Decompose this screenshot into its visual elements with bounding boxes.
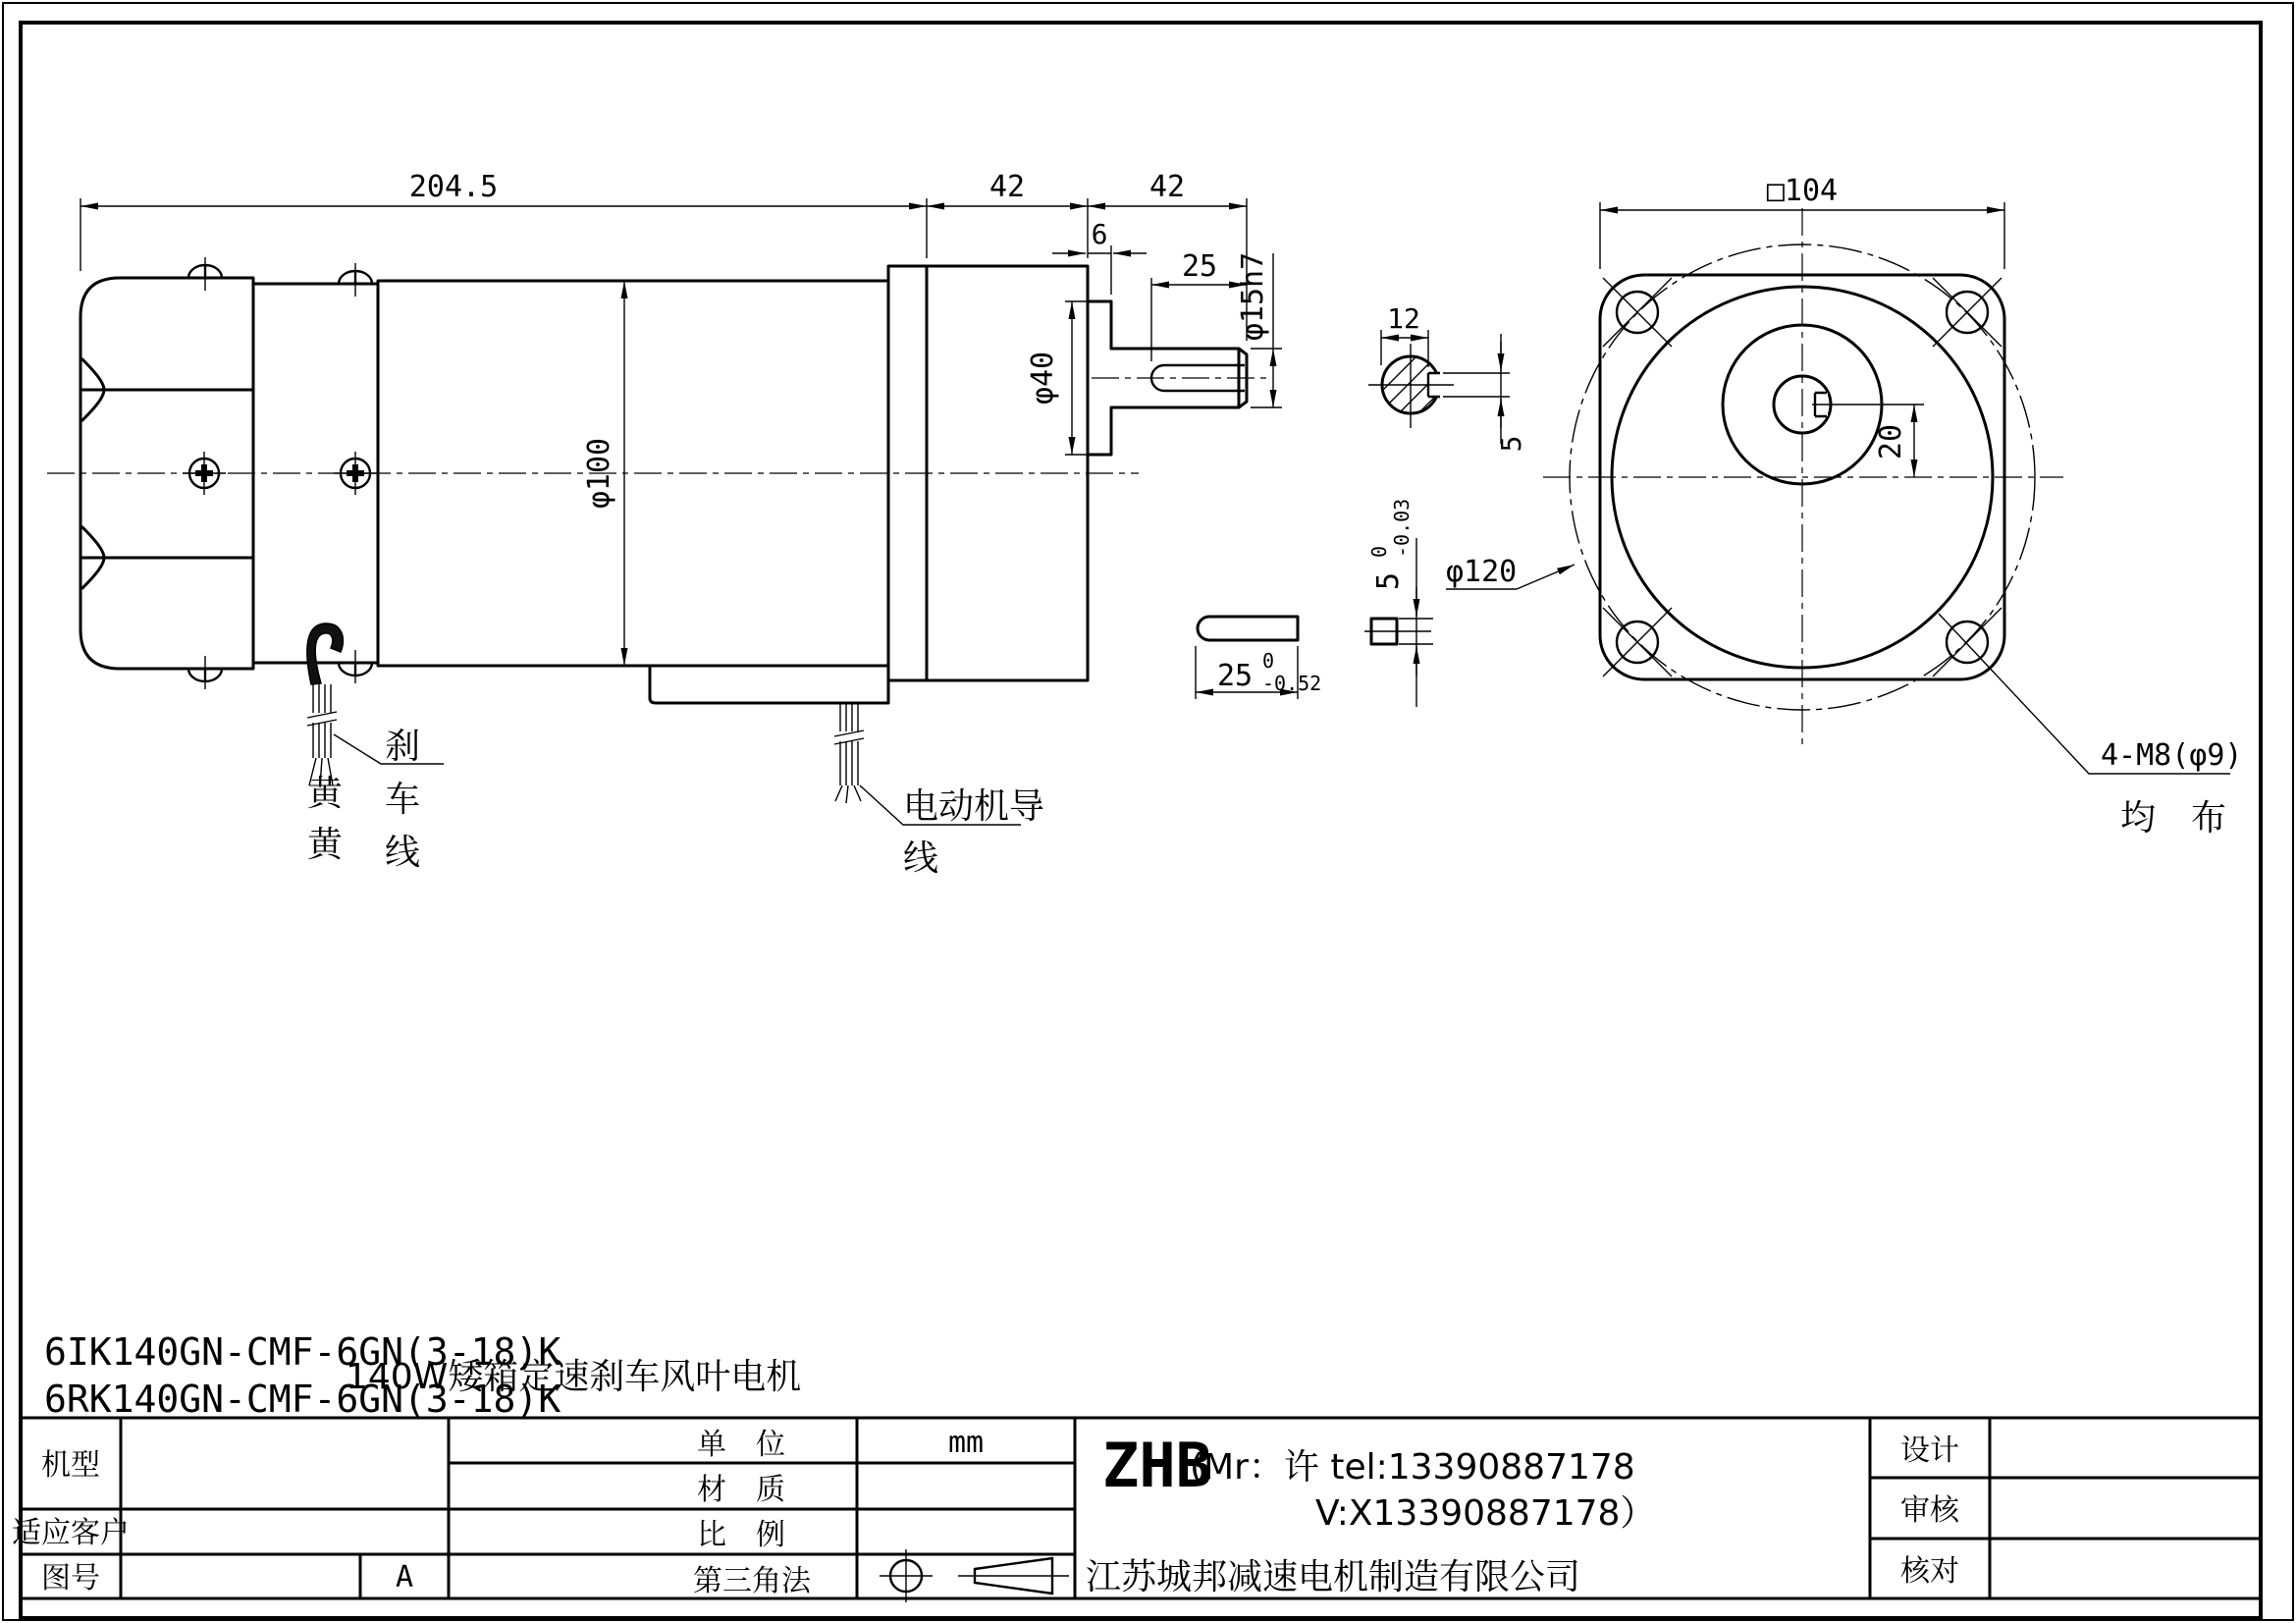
- section-hatching: [1311, 324, 1527, 442]
- dim-204-5: [80, 170, 927, 271]
- mounting-holes-note: [2101, 738, 2243, 839]
- contact-line-1: (Mr：许 tel:13390887178: [1190, 1447, 1635, 1488]
- dim-text-key-width: 12: [1387, 302, 1420, 335]
- wire-color-label: 黄: [306, 825, 344, 865]
- key-length-tol-upper: 0: [1262, 649, 1275, 673]
- dim-5-section: [1443, 334, 1527, 452]
- dim-text-shaft-diameter: φ15h7: [1236, 251, 1270, 342]
- product-title: 140W矮箱定速刹车风叶电机: [346, 1357, 802, 1397]
- third-angle-symbol-icon: [880, 1549, 1069, 1602]
- brake-wire-label: 车: [384, 780, 421, 820]
- dim-25-keyway: [1151, 249, 1247, 361]
- dim-text-keyway-length: 25: [1181, 249, 1218, 284]
- screw-rear-cover: [183, 452, 226, 495]
- key-length-tol-lower: -0.52: [1262, 672, 1322, 695]
- holes-spec-text: 4-M8(φ9): [2101, 738, 2243, 773]
- label-audit: 审核: [1900, 1493, 1959, 1528]
- dim-text-offset: 20: [1874, 423, 1908, 460]
- contact-line-2: V:X13390887178）: [1315, 1493, 1656, 1534]
- revision-letter: A: [395, 1560, 414, 1595]
- model-number-1: 6IK140GN-CMF-6GN(3-18)K: [44, 1330, 561, 1374]
- brake-wire-label: 刹: [384, 727, 421, 767]
- dim-text-body-diameter: φ100: [582, 437, 616, 510]
- front-view: [1446, 174, 2243, 839]
- unit-value: mm: [947, 1426, 985, 1460]
- key-detail: [1196, 499, 1433, 707]
- dim-6-boss: [1052, 218, 1147, 295]
- wire-color-label: 黄: [306, 774, 344, 814]
- label-scale: 比 例: [697, 1518, 785, 1552]
- dim-text-boss-length: 6: [1091, 218, 1108, 250]
- label-check: 核对: [1900, 1554, 1959, 1589]
- label-machine-type: 机型: [41, 1448, 100, 1483]
- dim-42-gearbox: [927, 170, 1088, 258]
- brake-wire-labels: [307, 727, 444, 873]
- screw-brake: [334, 452, 377, 495]
- motor-lead-label: 电动机导: [903, 786, 1045, 827]
- key-height-dim-text: [1367, 499, 1414, 590]
- brake-wire-label: 线: [384, 833, 421, 873]
- side-view: [47, 170, 1282, 879]
- label-design: 设计: [1900, 1434, 1959, 1468]
- terminal-strip: [650, 666, 888, 703]
- dim-text-shaft-length: 42: [1148, 170, 1186, 204]
- dim-body-diameter: [582, 281, 624, 666]
- key-section-square: [1364, 499, 1433, 707]
- dim-text-bolt-circle: φ120: [1446, 555, 1518, 589]
- model-notes: [44, 1330, 801, 1421]
- dim-text-overall-length: 204.5: [408, 170, 499, 204]
- key-h-tol-upper: 0: [1367, 545, 1391, 558]
- model-number-2: 6RK140GN-CMF-6GN(3-18)K: [44, 1378, 561, 1421]
- label-material: 材 质: [697, 1473, 785, 1507]
- shaft-cross-section: [1311, 302, 1527, 452]
- label-drawing-no: 图号: [41, 1561, 100, 1596]
- title-block: [12, 1418, 2261, 1602]
- key-outline: [1198, 617, 1298, 640]
- output-shaft: [1092, 349, 1272, 407]
- brake-wire: [307, 623, 344, 787]
- label-projection: 第三角法: [693, 1564, 811, 1598]
- motor-lead-label: 线: [903, 839, 939, 879]
- dim-shaft-diameter: [1236, 252, 1282, 407]
- motor-body: [378, 281, 888, 703]
- label-customer: 适应客户: [12, 1516, 130, 1550]
- dim-text-boss-diameter: φ40: [1026, 351, 1060, 406]
- motor-lead-wire: [834, 703, 1044, 879]
- dim-text-key-height: 5: [1495, 435, 1527, 453]
- dim-text-gearbox-length: 42: [988, 170, 1026, 204]
- dim-text-key-h: 5: [1371, 571, 1406, 591]
- key-h-tol-lower: -0.03: [1390, 498, 1414, 558]
- dim-text-flange-square: □104: [1766, 174, 1839, 208]
- bolt-holes: [1603, 278, 2230, 774]
- holes-note-text: 均 布: [2120, 798, 2227, 839]
- bolt-circle-label: [1446, 555, 1575, 589]
- company-name: 江苏城邦减速电机制造有限公司: [1086, 1557, 1581, 1597]
- dim-boss-diameter: [1026, 301, 1094, 455]
- dim-text-key-length: 25: [1217, 659, 1254, 693]
- label-unit: 单 位: [697, 1428, 785, 1462]
- brand-text: ZHB: [1102, 1430, 1212, 1501]
